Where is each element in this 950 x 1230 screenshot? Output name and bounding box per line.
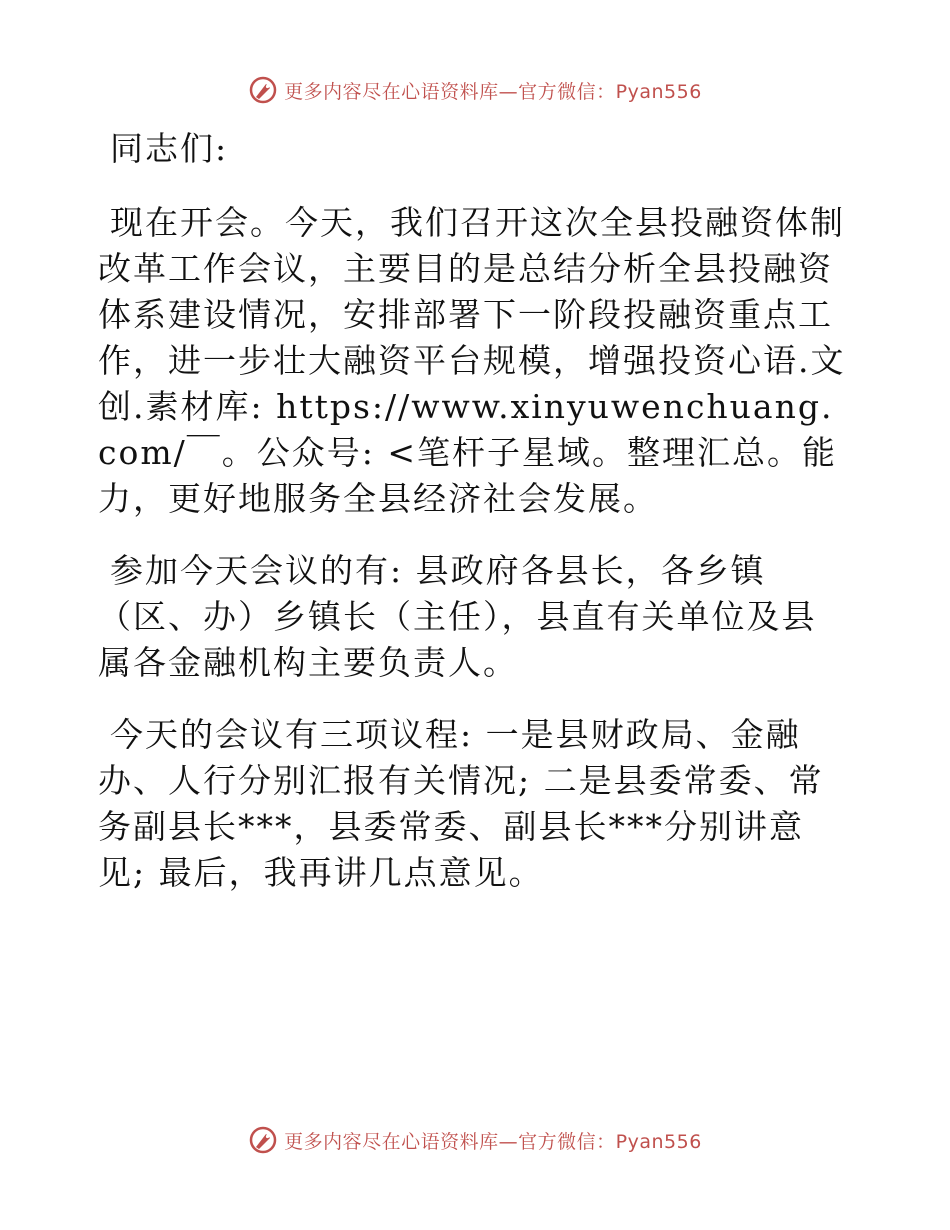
- pen-nib-logo-icon: [248, 75, 278, 105]
- paragraph-attendees: 参加今天会议的有: 县政府各县长，各乡镇（区、办）乡镇长（主任），县直有关单位及县属各金融机构主要负责人。: [98, 551, 817, 682]
- greeting: 同志们:: [110, 129, 229, 168]
- header-banner: [0, 70, 950, 110]
- header-banner-text: 更多内容尽在心语资料库—官方微信：Pyan556: [284, 80, 702, 103]
- document-body: [98, 126, 850, 896]
- paragraph-opening: 现在开会。今天，我们召开这次全县投融资体制改革工作会议，主要目的是总结分析全县投融资体系建设情况，安排部署下一阶段投融资重点工作，进一步壮大融资平台规模，增强投资心语.文创.素材库: https://www.xinyuwenchuang.com/￣。公众号: <笔杆子星域。整理汇总。能力，更好地服务全县经济社会发展。: [98, 203, 846, 518]
- footer-banner: [0, 1120, 950, 1160]
- footer-banner-text: 更多内容尽在心语资料库—官方微信：Pyan556: [284, 1130, 702, 1153]
- pen-nib-logo-icon: [248, 1125, 278, 1155]
- paragraph-agenda: 今天的会议有三项议程: 一是县财政局、金融办、人行分别汇报有关情况; 二是县委常委、常务副县长***，县委常委、副县长***分别讲意见; 最后，我再讲几点意见。: [98, 715, 824, 892]
